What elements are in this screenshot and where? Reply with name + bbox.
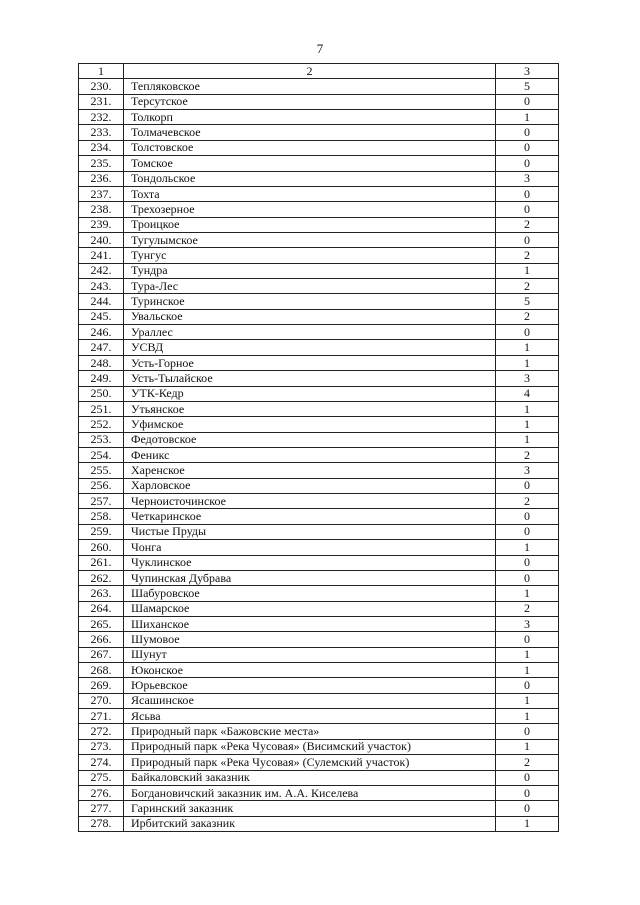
row-name: Троицкое	[124, 217, 496, 232]
table-row	[79, 770, 559, 785]
row-name: Четкаринское	[124, 509, 496, 524]
row-name: Тура-Лес	[124, 279, 496, 294]
table-row	[79, 248, 559, 263]
row-number: 243.	[79, 279, 124, 294]
row-name: Ясьва	[124, 709, 496, 724]
table-row	[79, 140, 559, 155]
row-value: 1	[496, 432, 559, 447]
row-name: Юрьевское	[124, 678, 496, 693]
row-name: Природный парк «Река Чусовая» (Висимский участок)	[124, 739, 496, 754]
row-number: 230.	[79, 79, 124, 94]
row-name: Тепляковское	[124, 79, 496, 94]
row-number: 239.	[79, 217, 124, 232]
row-value: 0	[496, 186, 559, 201]
row-number: 232.	[79, 110, 124, 125]
row-number: 249.	[79, 371, 124, 386]
row-number: 236.	[79, 171, 124, 186]
row-name: Харенское	[124, 463, 496, 478]
row-name: Тундра	[124, 263, 496, 278]
table-row	[79, 463, 559, 478]
row-value: 0	[496, 140, 559, 155]
row-number: 251.	[79, 401, 124, 416]
row-number: 246.	[79, 325, 124, 340]
row-number: 254.	[79, 447, 124, 462]
row-name: Толкорп	[124, 110, 496, 125]
table-row	[79, 663, 559, 678]
row-name: Увальское	[124, 309, 496, 324]
row-number: 247.	[79, 340, 124, 355]
row-number: 240.	[79, 232, 124, 247]
table-row	[79, 94, 559, 109]
table-row	[79, 509, 559, 524]
row-name: Байкаловский заказник	[124, 770, 496, 785]
row-number: 235.	[79, 156, 124, 171]
page-number: 7	[316, 41, 324, 56]
table-row	[79, 309, 559, 324]
row-name: Чонга	[124, 540, 496, 555]
table-row	[79, 801, 559, 816]
row-value: 1	[496, 355, 559, 370]
row-value: 1	[496, 816, 559, 831]
table-row	[79, 202, 559, 217]
table-row	[79, 371, 559, 386]
table-row	[79, 432, 559, 447]
row-value: 0	[496, 94, 559, 109]
row-value: 1	[496, 709, 559, 724]
row-value: 2	[496, 309, 559, 324]
table-row	[79, 524, 559, 539]
row-name: Природный парк «Река Чусовая» (Сулемский участок)	[124, 755, 496, 770]
table-row	[79, 785, 559, 800]
row-name: Природный парк «Бажовские места»	[124, 724, 496, 739]
row-number: 253.	[79, 432, 124, 447]
row-value: 0	[496, 678, 559, 693]
row-number: 265.	[79, 616, 124, 631]
row-number: 238.	[79, 202, 124, 217]
row-number: 250.	[79, 386, 124, 401]
table-row	[79, 755, 559, 770]
row-number: 263.	[79, 586, 124, 601]
row-name: Тохта	[124, 186, 496, 201]
row-number: 244.	[79, 294, 124, 309]
row-value: 0	[496, 524, 559, 539]
row-name: Тунгус	[124, 248, 496, 263]
row-name: Утьянское	[124, 401, 496, 416]
row-name: Черноисточинское	[124, 494, 496, 509]
row-name: Шиханское	[124, 616, 496, 631]
table-row	[79, 478, 559, 493]
row-number: 266.	[79, 632, 124, 647]
row-value: 1	[496, 739, 559, 754]
column-header-name: 2	[124, 64, 496, 79]
row-value: 0	[496, 202, 559, 217]
row-value: 5	[496, 294, 559, 309]
row-number: 237.	[79, 186, 124, 201]
table-row	[79, 386, 559, 401]
row-number: 260.	[79, 540, 124, 555]
row-value: 0	[496, 570, 559, 585]
row-value: 1	[496, 540, 559, 555]
row-number: 271.	[79, 709, 124, 724]
table-row	[79, 739, 559, 754]
row-value: 1	[496, 647, 559, 662]
row-name: Федотовское	[124, 432, 496, 447]
table-row	[79, 171, 559, 186]
row-name: Усть-Тылайское	[124, 371, 496, 386]
table-row	[79, 616, 559, 631]
row-value: 1	[496, 663, 559, 678]
row-value: 0	[496, 801, 559, 816]
row-value: 1	[496, 401, 559, 416]
table-row	[79, 340, 559, 355]
row-value: 2	[496, 248, 559, 263]
table-body	[79, 79, 559, 832]
table-row	[79, 279, 559, 294]
row-number: 264.	[79, 601, 124, 616]
row-name: УСВД	[124, 340, 496, 355]
column-header-value: 3	[496, 64, 559, 79]
row-name: Чуклинское	[124, 555, 496, 570]
table-row	[79, 110, 559, 125]
row-value: 1	[496, 693, 559, 708]
table-row	[79, 125, 559, 140]
table-row	[79, 494, 559, 509]
row-value: 0	[496, 509, 559, 524]
row-value: 3	[496, 616, 559, 631]
row-value: 3	[496, 463, 559, 478]
row-number: 262.	[79, 570, 124, 585]
table-row	[79, 217, 559, 232]
table-row	[79, 401, 559, 416]
row-number: 257.	[79, 494, 124, 509]
row-value: 0	[496, 156, 559, 171]
table-row	[79, 79, 559, 94]
row-value: 1	[496, 263, 559, 278]
table-row	[79, 263, 559, 278]
row-name: УТК-Кедр	[124, 386, 496, 401]
row-name: Ураллес	[124, 325, 496, 340]
row-value: 1	[496, 110, 559, 125]
row-name: Чупинская Дубрава	[124, 570, 496, 585]
row-value: 5	[496, 79, 559, 94]
row-name: Чистые Пруды	[124, 524, 496, 539]
row-name: Шамарское	[124, 601, 496, 616]
row-name: Харловское	[124, 478, 496, 493]
row-value: 1	[496, 586, 559, 601]
row-number: 231.	[79, 94, 124, 109]
row-value: 0	[496, 555, 559, 570]
row-number: 259.	[79, 524, 124, 539]
row-name: Трехозерное	[124, 202, 496, 217]
row-name: Усть-Горное	[124, 355, 496, 370]
table-row	[79, 693, 559, 708]
row-value: 0	[496, 770, 559, 785]
row-name: Ясашинское	[124, 693, 496, 708]
row-number: 272.	[79, 724, 124, 739]
table-row	[79, 540, 559, 555]
row-name: Уфимское	[124, 417, 496, 432]
table-row	[79, 156, 559, 171]
row-value: 2	[496, 217, 559, 232]
row-number: 273.	[79, 739, 124, 754]
row-name: Толмачевское	[124, 125, 496, 140]
row-value: 0	[496, 632, 559, 647]
row-name: Богдановичский заказник им. А.А. Киселева	[124, 785, 496, 800]
table-row	[79, 586, 559, 601]
table-row	[79, 186, 559, 201]
row-number: 275.	[79, 770, 124, 785]
row-value: 3	[496, 171, 559, 186]
table-row	[79, 447, 559, 462]
row-number: 261.	[79, 555, 124, 570]
row-number: 270.	[79, 693, 124, 708]
row-value: 4	[496, 386, 559, 401]
table-row	[79, 647, 559, 662]
row-name: Ирбитский заказник	[124, 816, 496, 831]
row-name: Гаринский заказник	[124, 801, 496, 816]
row-number: 245.	[79, 309, 124, 324]
row-number: 277.	[79, 801, 124, 816]
row-value: 0	[496, 478, 559, 493]
row-value: 0	[496, 125, 559, 140]
row-name: Толстовское	[124, 140, 496, 155]
row-number: 278.	[79, 816, 124, 831]
table-row	[79, 601, 559, 616]
row-name: Терсутское	[124, 94, 496, 109]
table-row	[79, 294, 559, 309]
row-number: 274.	[79, 755, 124, 770]
table-row	[79, 709, 559, 724]
row-value: 2	[496, 755, 559, 770]
row-number: 276.	[79, 785, 124, 800]
row-number: 258.	[79, 509, 124, 524]
row-value: 1	[496, 340, 559, 355]
row-number: 255.	[79, 463, 124, 478]
row-name: Тондольское	[124, 171, 496, 186]
table-row	[79, 355, 559, 370]
column-header-number: 1	[79, 64, 124, 79]
row-number: 269.	[79, 678, 124, 693]
row-name: Шунут	[124, 647, 496, 662]
row-number: 252.	[79, 417, 124, 432]
table-row	[79, 232, 559, 247]
row-number: 268.	[79, 663, 124, 678]
row-value: 2	[496, 601, 559, 616]
row-name: Юконское	[124, 663, 496, 678]
document-table	[78, 63, 559, 832]
row-value: 1	[496, 417, 559, 432]
table-row	[79, 632, 559, 647]
row-number: 248.	[79, 355, 124, 370]
table-row	[79, 570, 559, 585]
table-row	[79, 678, 559, 693]
row-name: Тугулымское	[124, 232, 496, 247]
row-name: Шумовое	[124, 632, 496, 647]
row-name: Туринское	[124, 294, 496, 309]
row-name: Феникс	[124, 447, 496, 462]
row-value: 2	[496, 447, 559, 462]
table-row	[79, 325, 559, 340]
row-number: 242.	[79, 263, 124, 278]
row-value: 0	[496, 325, 559, 340]
row-number: 234.	[79, 140, 124, 155]
row-value: 3	[496, 371, 559, 386]
row-value: 0	[496, 724, 559, 739]
row-number: 267.	[79, 647, 124, 662]
table-row	[79, 417, 559, 432]
table-row	[79, 555, 559, 570]
row-name: Шабуровское	[124, 586, 496, 601]
row-value: 0	[496, 785, 559, 800]
table-row	[79, 816, 559, 831]
row-number: 241.	[79, 248, 124, 263]
row-number: 233.	[79, 125, 124, 140]
row-name: Томское	[124, 156, 496, 171]
row-value: 2	[496, 279, 559, 294]
row-number: 256.	[79, 478, 124, 493]
row-value: 0	[496, 232, 559, 247]
row-value: 2	[496, 494, 559, 509]
table-row	[79, 724, 559, 739]
table-header-row	[79, 64, 559, 79]
